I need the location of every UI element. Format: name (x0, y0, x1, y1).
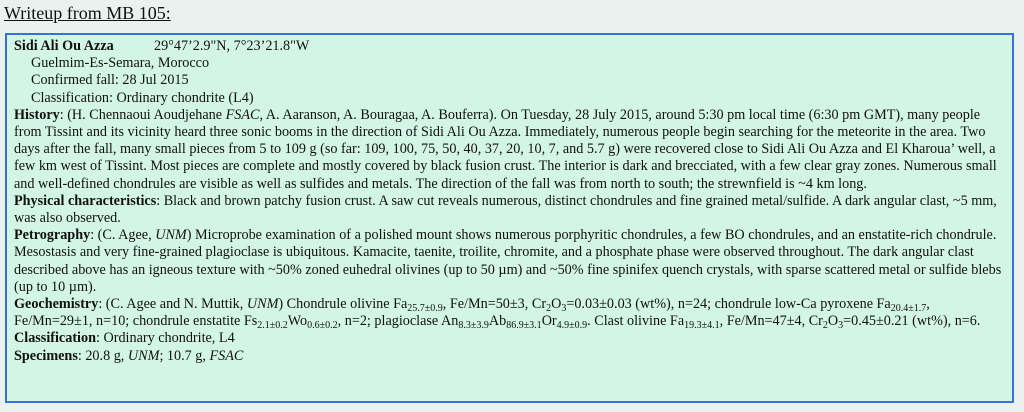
geochem-subscript: 25.7±0.9 (407, 303, 443, 315)
meteorite-name: Sidi Ali Ou Azza (14, 38, 114, 54)
specimens-affiliation: UNM (127, 347, 160, 364)
geochem-text: , Fe/Mn=50±3, Cr (442, 296, 547, 313)
geochem-affiliation: UNM (246, 296, 279, 313)
specimens-text: ; 10.7 g, (159, 347, 210, 364)
specimens-affiliation: FSAC (209, 347, 244, 364)
geochem-text: O (551, 296, 562, 313)
geochemistry-label: Geochemistry (14, 296, 99, 313)
history-text: , A. Aaranson, A. Bouragaa, A. Bouferra). On Tuesday, 28 July 2015, around 5:30 pm local time (6:30 pm GMT), many people from Tissint and its vicinity heard three sonic booms in the direction of Sidi Ali Ou Azza. Immediately, numerous people begin searching for the meteorite in the area. Two days after the fall, many small pieces from 5 to 109 g (so far: 109, 100, 75, 50, 40, 37, 20, 10, 7, and 5.7 g) were recovered close to Sidi Ali Ou Azza and El Kharoua’ well, a few km west of Tissint. Most pieces are complete and mostly covered by black fusion crust. The interior is dark and brecciated, with a few clear gray zones. Numerous small and well-defined chondrules are visible as well as sulfides and metals. The direction of the fall was from north to south; the strewnfield is ~4 km long. (14, 106, 997, 192)
geochem-subscript: 2.1±0.2 (257, 320, 288, 332)
classification-label: Classification (14, 330, 96, 347)
specimens-section (14, 348, 1005, 365)
page-heading: Writeup from MB 105: (4, 3, 171, 23)
geochem-subscript: 20.4±1.7 (890, 303, 927, 315)
fall-status: Confirmed fall: 28 Jul 2015 (31, 72, 189, 89)
history-text: : (H. Chennaoui Aoudjehane (59, 106, 226, 123)
specimens-label: Specimens (14, 347, 78, 364)
petrography-text: : (C. Agee, (90, 227, 156, 244)
geochem-text: , n=2; plagioclase An (337, 313, 459, 330)
geochem-subscript: 2 (546, 303, 552, 315)
geochem-text: , Fe/Mn=47±4, Cr (719, 313, 823, 330)
classification-text: : Ordinary chondrite, L4 (95, 330, 235, 347)
location: Guelmim-Es-Semara, Morocco (31, 55, 210, 72)
geochem-text: , Fe/Mn=29±1, n=10; chondrule enstatite Fs (14, 296, 930, 330)
geochemistry-section (14, 296, 1005, 330)
geochem-text: Wo (287, 313, 308, 330)
petrography-label: Petrography (14, 227, 91, 244)
meteorite-writeup-box (5, 33, 1014, 403)
physical-section (14, 193, 1005, 227)
geochem-text: Ab (488, 313, 507, 330)
history-affiliation: FSAC (225, 106, 260, 123)
geochem-subscript: 8.3±3.9 (458, 320, 489, 332)
geochem-subscript: 19.3±4.1 (684, 320, 720, 332)
geochem-text: O (827, 313, 839, 330)
geochem-text: : (C. Agee and N. Muttik, (98, 296, 247, 313)
coordinates: 29°47’2.9"N, 7°23’21.8"W (154, 38, 310, 54)
geochem-text: . Clast olivine Fa (587, 313, 685, 330)
geochem-subscript: 86.9±3.1 (506, 320, 542, 332)
geochem-text: =0.45±0.21 (wt%), n=6. (843, 313, 981, 330)
geochem-subscript: 2 (822, 320, 828, 332)
geochem-subscript: 0.6±0.2 (307, 320, 338, 332)
geochem-subscript: 3 (838, 320, 844, 332)
geochem-subscript: 4.9±0.9 (556, 320, 588, 332)
physical-label: Physical characteristics (14, 192, 157, 209)
entry-title-line (14, 38, 1005, 55)
classification-section (14, 330, 1005, 347)
petrography-section (14, 227, 1005, 296)
history-section (14, 107, 1005, 193)
petrography-affiliation: UNM (155, 227, 187, 244)
history-label: History (14, 106, 60, 123)
geochem-text: =0.03±0.03 (wt%), n=24; chondrule low-Ca pyroxene Fa (566, 296, 891, 313)
geochem-subscript: 3 (561, 303, 567, 315)
specimens-text: : 20.8 g, (77, 347, 128, 364)
physical-text: : Black and brown patchy fusion crust. A saw cut reveals numerous, distinct chondrules and fine grained metal/sulfide. A dark angular clast, ~5 mm, was also observed. (14, 192, 997, 227)
geochem-text: Or (541, 313, 557, 330)
petrography-text: ) Microprobe examination of a polished mount shows numerous porphyritic chondrules, a few BO chondrules, and an enstatite-rich chondrule. Mesostasis and very fine-grained plagioclase is ubiquitous. Kamacite, taenite, troilite, chromite, and a phosphate phase were observed throughout. The dark angular clast described above has an igneous texture with ~50% zoned euhedral olivines (up to 50 µm) and ~50% fine spinifex quench crystals, with sparse scattered metal or sulfide blebs (up to 10 µm). (14, 227, 1002, 295)
classification-summary: Classification: Ordinary chondrite (L4) (31, 89, 254, 106)
geochem-text: ) Chondrule olivine Fa (278, 296, 408, 313)
